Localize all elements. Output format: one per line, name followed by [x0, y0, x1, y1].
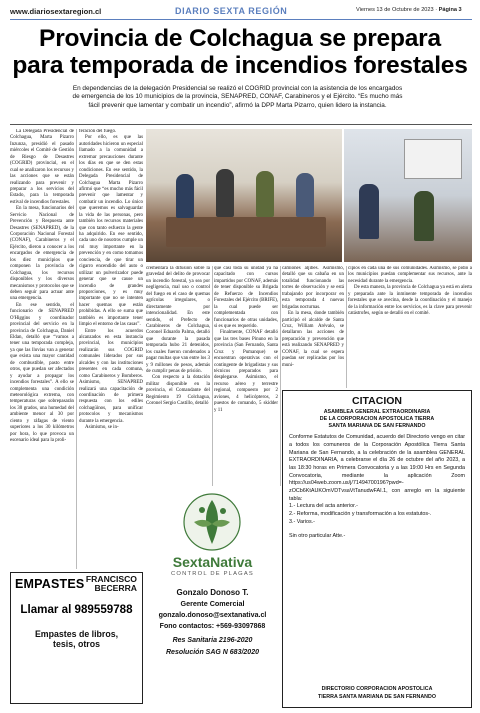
empastes-name [86, 575, 137, 593]
photo-person [359, 184, 379, 239]
article-column-6 [348, 266, 472, 388]
sextanativa-email[interactable]: gonzalo.donoso@sextanativa.cl [158, 611, 267, 619]
meeting-photo [146, 129, 342, 262]
paragraph: Entre los acuerdos alcanzados en esta instancia provincial, los municipios realizarán sus COGRID comunales liderados por sus alcaldes y con las instituciones presentes en cada comuna, como Carabineros y Bomberos. Asimismo, SENAPRED realizará una capacitación de coordinación de primera respuesta con los ediles colchagüinos, para unificar protocolos y mecanismos durante la emergencia. [79, 328, 143, 424]
paragraph: De esta manera, la provincia de Colchagua ya está en alerta y preparada ante la inminente temporada de incendios forestales que se avecina, desde la coordinación y el manejo de la información entre los servicios, es la clave para prevenir catástrofes, según se detalló en el comité. [348, 285, 472, 317]
photo-table [166, 217, 326, 247]
article-column-4 [214, 266, 278, 486]
paragraph: que casi toda su unidad ya ha capacitado con cursos impartidos por CONAF, además de tener disponible su Brigada de Refuerzo de Incendios Forestales del Ejército (BRIFE), la cual puede ser complementada con funcionarios de otras unidades, si es que es requerido. [214, 266, 278, 329]
article-column-1 [10, 129, 74, 569]
photo-person [296, 173, 314, 217]
citacion-item: 2.- Reforma, modificación y transformación a los estatutos-. [289, 511, 432, 518]
photo-person [256, 171, 274, 217]
headline-line-1: Provincia de Colchagua se prepara [39, 25, 441, 52]
photo-person [216, 169, 234, 217]
citacion-item: 3.- Varios.- [289, 518, 315, 525]
paragraph: feración del fuego. [79, 129, 117, 134]
sextanativa-resolution-2: Resolución SAG N 683/2020 [166, 649, 259, 656]
page-number: Página 3 [438, 7, 462, 13]
citacion-item: 1.- Lectura del acta anterior.- [289, 503, 358, 510]
sextanativa-resolution-1: Res Sanitaria 2196-2020 [172, 637, 253, 644]
photo-screen [404, 139, 462, 179]
citacion-subtitle-line: SANTA MARIANA DE SAN FERNANDO [328, 423, 426, 430]
citacion-body [289, 434, 465, 541]
citacion-signature-line: DIRECTORIO CORPORACION APOSTOLICA [321, 686, 433, 693]
paragraph: En la mesa, funcionarios del Servicio Nacional de Prevención y Respuesta ante Desastres (SENAPRED), de la Corporación Nacional Forestal (CONAF), Carabineros y el Ejército, dieron a conocer a los encargados de emergencia de los diez municipios que componen la provincia de Colchagua, los recursos disponibles y los diversos mecanismos y protocolos que se deben seguir para actuar ante una emergencia. [10, 206, 74, 302]
empastes-name-line: BECERRA [94, 583, 137, 594]
article-lede: En dependencias de la delegación Presidencial se realizó el COGRID provincial con la asistencia de los encargados de emergencia de los 10 municipios de la provincia, SENAPRED, CONAF, Carabineros y el Ejército. “Es mucho más fácil prevenir que lamentar y combatir un incendio”, afirmó la DPP Marta Pizarro, quien lidero la instancia. [72, 85, 403, 109]
photo-person [414, 191, 434, 241]
column-divider [346, 266, 347, 388]
article-column-3 [146, 266, 210, 486]
empastes-tagline-line: Empastes de libros, [34, 629, 119, 639]
empastes-name-line: FRANCISCO [85, 574, 137, 584]
lede-rule [10, 124, 472, 125]
article-column-5 [282, 266, 344, 388]
headline-line-2: para temporada de incendios forestales [12, 52, 468, 80]
sextanativa-ad [146, 490, 279, 704]
citacion-subtitle-line: ASAMBLEA GENERAL EXTRAORDINARIA [323, 409, 431, 415]
citacion-notice [282, 390, 472, 708]
masthead-rule [10, 19, 472, 20]
sextanativa-phone: Fono contactos: +569-93097868 [159, 623, 266, 630]
paragraph: En ese sentido, el funcionario de SENAPRED O'Higgins y coordinador provincial del servicio en la provincia de Colchagua, Daniel Eldan, detalló que “vamos a tener una temporada compleja, ya que las lluvias van a generar que exista una mayor cantidad de combustible, pasto entre otros, que puedan ser afectados y ayudar a propagar los incendios forestales”. A ello se complementa una condición meteorológica extrema, con temperaturas que sobrepasarán los 30 grados, una humedad del ambiente menor al 30 por ciento y ráfagas de viento superiores a los 30 kilómetros por hora, lo que provoca un escenario ideal para la proli- [10, 302, 74, 443]
sextanativa-person: Gonzalo Donoso T. [176, 588, 249, 597]
empastes-call: Llamar al 989559788 [20, 603, 133, 616]
empastes-title: EMPASTES [15, 577, 85, 591]
paragraph: Asimismo, se in- [85, 425, 119, 431]
paper-name: DIARIO SEXTA REGIÓN [175, 6, 288, 16]
paragraph: En la mesa, donde también participó el alcalde de Santa Cruz, William Arévalo, se detallaron las acciones de preparación y prevención que está realizando SENAPRED y CONAF, la cual se espera puedan ser replicadas por los muni- [282, 311, 344, 368]
citacion-paragraph: Conforme Estatutos de Comunidad, acuerdo del Directorio vengo en citar a todos los comuneros de la Corporación Apostólica Tierra Santa Mariana de San Fernando, a la celebración de la asamblea GENERAL EXTRAORDINARIA, a celebrarse el día 26 de octubre del año 2023, a las 18:30 horas en Primera Convocatoria y a las 19:00 Hrs en Segunda Convocatoria, mediante la aplicación Zoom https://us04web.zoom.us/j/71494700196?pwd=-zOCb6KtAUKOmVDTvsaVtTanudwFAI.1, con arreglo en la siguiente tabla: [289, 434, 465, 502]
empastes-tagline-line: tesis, otros [53, 639, 100, 650]
paragraph: Finalmente, CONAF detalló que las tres bases Pinuno en la provincia (San Fernando, Santa Cruz y Pumanque) se encuentran operativas con el contingente de brigadistas y sus técnicos preparados para desplegarse. Asimismo, el recurso aéreo y terrestre regional, compuesto por 2 aviones, 4 helicópteros, 2 puestos de comando, 5 skidder y 11 [214, 330, 278, 413]
sextanativa-logo-icon [182, 492, 242, 552]
headline [0, 25, 480, 80]
sextanativa-subbrand: CONTROL DE PLAGAS [171, 571, 254, 577]
sextanativa-brand: SextaNativa [172, 554, 253, 570]
citacion-closing: Sin otro particular Atte.- [289, 533, 346, 540]
column-divider [212, 266, 213, 486]
issue-date: Viernes 13 de Octubre de 2023 · Página 3 [356, 7, 462, 13]
citacion-subtitle [289, 409, 465, 430]
photo-person [176, 174, 194, 218]
citacion-title: CITACION [352, 395, 402, 407]
empastes-tagline [14, 629, 139, 649]
paragraph: Por ello, es que las autoridades hicieron un especial llamado a la comunidad a extremar precauciones durante los días en que se den estas condiciones. En ese sentido, la Delegada Presidencial de Colchagua Marta Pizarro afirmó que “es mucho más fácil prevenir que lamentar y combatir un incendio. Lo único que queremos es salvaguardar la vida de las personas, pero también los recursos materiales que con tanto esfuerzo la gente ha adquirido. En ese sentido, cada uno de nosotros cumple un rol muy importante en la prevención y en como tomamos conciencia, de que tirar un cigarro encendido del auto o utilizar un pulverizador puede generar que se cause un incendio de grandes proporciones, y es muy importante que no se intenten hacer quemas que están prohibidas. A ello se suma que también es importante tener limpio el entorno de las casas”. [79, 135, 143, 328]
paragraph: camiones aljibes. Asimismo, detalló que su cabaña en un totalidad funcionando las torres de observación y se está trabajando por incorporar en esta temporada 4 nuevas brigadas nocturnas. [282, 266, 344, 310]
column-divider [280, 266, 281, 486]
paragraph: cipios en cada una de sus comunidades. Asimismo, se pidió a los municipios puedan complementar sus recursos, ante la necesidad durante la emergencia. [348, 266, 472, 284]
sextanativa-role: Gerente Comercial [180, 599, 245, 608]
citacion-subtitle-line: DE LA CORPORACION APOSTOLICA TIERRA [319, 416, 435, 423]
presentation-photo [344, 129, 472, 262]
paragraph: crementará la difusión sobre la gravedad del delito de provocar un incendio forestal, ya sea por negligencia, mal uso o control del fuego en el caso de quemas agrícolas irregulares, o directamente por intencionalidad. En este sentido, el Prefecto de Carabineros de Colchagua, Coronel Eduardo Palma, detalló que durante la pasada temporada hubo 21 detenidos, los cuales fueron condenados a pagar multas que van entre los 3 y 9 millones de pesos, además de cumplir penas de prisión. [146, 266, 210, 374]
citacion-signature [289, 686, 465, 701]
column-divider [76, 129, 77, 569]
citacion-signature-line: TIERRA SANTA MARIANA DE SAN FERNANDO [318, 693, 436, 700]
paragraph: La Delegada Presidencial de Colchagua, Marta Pizarro Inzunza, presidió el pasado miércoles el Comité de Gestión de Riesgo de Desastres (COGRID) provincial, en el cual se analizaron los recursos y las acciones que se están realizando para prevenir y preparar a los servicios del Estado, para la temporada estival de incendios forestales. [10, 129, 74, 205]
date-text: Viernes 13 de Octubre de 2023 [356, 7, 434, 13]
website-url[interactable]: www.diariosextaregion.cl [10, 7, 102, 16]
paragraph: Con respecto a la dotación militar disponible en la provincia, el Comandante del Regimiento 19 Colchagua, Coronel Sergio Castillo, detalló [146, 375, 210, 407]
empastes-ad [10, 572, 143, 704]
article-column-2 [79, 129, 143, 569]
